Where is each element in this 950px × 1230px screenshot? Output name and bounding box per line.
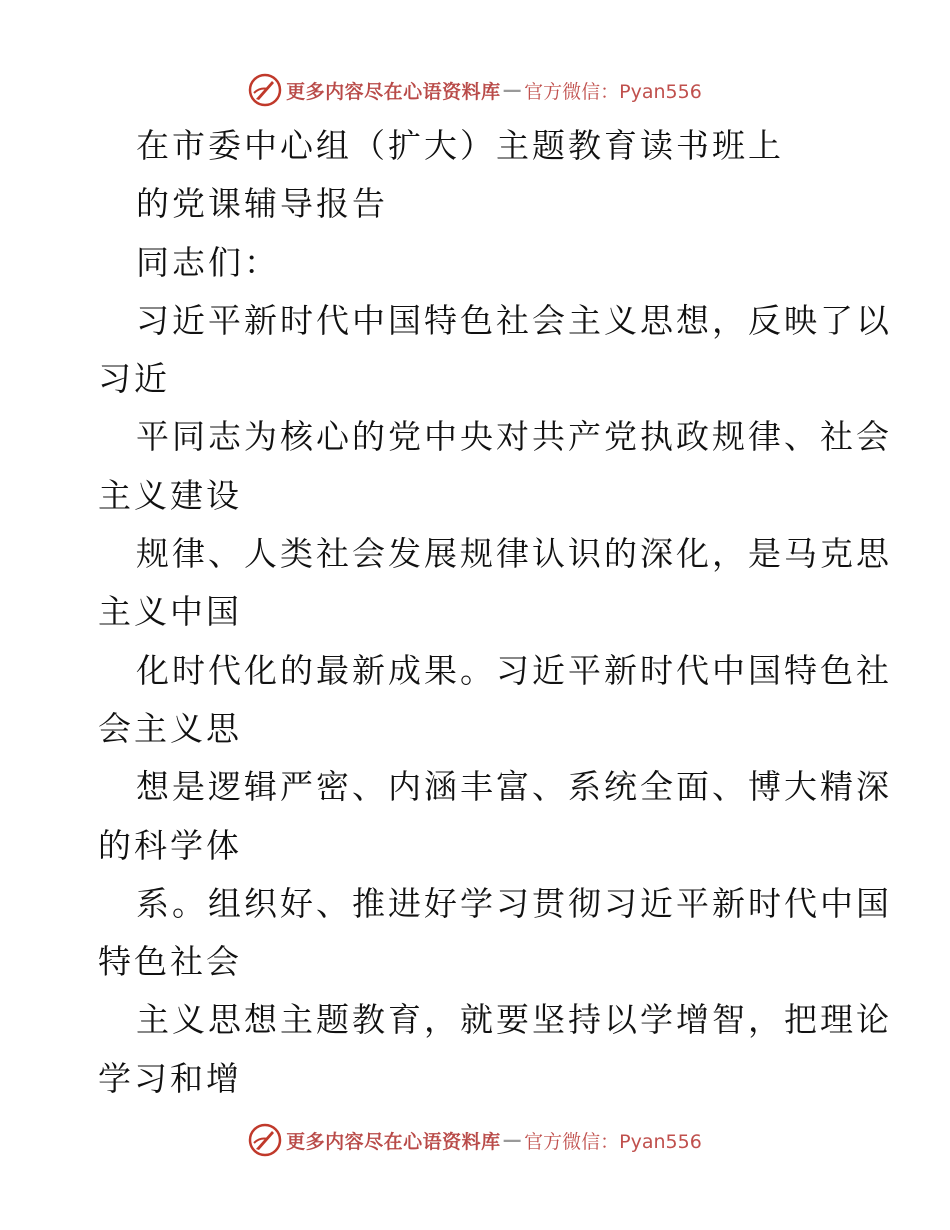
footer-watermark	[0, 1120, 950, 1160]
text-line: 平同志为核心的党中央对共产党执政规律、社会	[136, 417, 892, 457]
text-line: 化时代化的最新成果。习近平新时代中国特色社	[136, 650, 892, 690]
text-line: 在市委中心组（扩大）主题教育读书班上	[136, 126, 784, 165]
watermark-text: 更多内容尽在心语资料库	[286, 80, 501, 103]
text-line: 的党课辅导报告	[136, 184, 388, 224]
quill-logo-icon	[248, 73, 282, 107]
text-line: 会主义思	[98, 708, 242, 748]
text-line: 同志们：	[136, 242, 280, 282]
document-body	[98, 117, 892, 1108]
text-line: 主义建设	[98, 475, 242, 515]
text-line: 主义思想主题教育，就要坚持以学增智，把理论	[136, 1000, 892, 1040]
quill-logo-icon	[248, 1123, 282, 1157]
header-watermark	[0, 70, 950, 110]
text-line: 规律、人类社会发展规律认识的深化，是马克思	[136, 534, 892, 574]
watermark-separator: —	[502, 79, 523, 101]
watermark-separator: —	[502, 1129, 523, 1151]
text-line: 习近	[98, 359, 170, 399]
watermark-wechat: 官方微信：Pyan556	[524, 1130, 702, 1153]
text-line: 主义中国	[98, 592, 242, 632]
text-line: 学习和增	[98, 1058, 242, 1098]
text-line: 想是逻辑严密、内涵丰富、系统全面、博大精深	[136, 767, 892, 807]
watermark-text: 更多内容尽在心语资料库	[286, 1130, 501, 1153]
text-line: 系。组织好、推进好学习贯彻习近平新时代中国	[136, 883, 892, 923]
watermark-wechat: 官方微信：Pyan556	[524, 80, 702, 103]
text-line: 习近平新时代中国特色社会主义思想，反映了以	[136, 300, 892, 340]
text-line: 的科学体	[98, 825, 242, 865]
text-line: 特色社会	[98, 942, 242, 982]
